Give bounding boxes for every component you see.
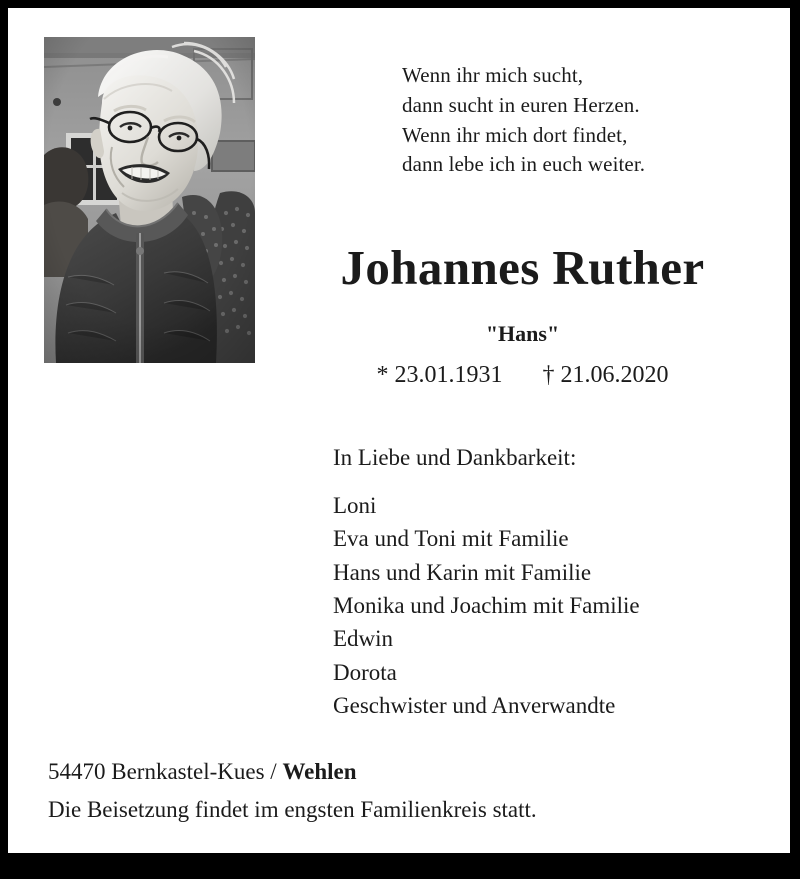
asterisk-birth-icon: * <box>376 362 389 388</box>
survivor-item: Dorota <box>333 659 397 685</box>
birth-date: 23.01.1931 <box>394 362 503 388</box>
poem-line-4: dann lebe ich in euch weiter. <box>402 152 646 177</box>
life-dates <box>255 362 790 389</box>
survivor-item: Loni <box>333 493 377 518</box>
deceased-name: Johannes Ruther <box>340 240 705 295</box>
survivor-item: Hans und Karin mit Familie <box>333 559 592 585</box>
burial-note: Die Beisetzung findet im engsten Familienkreis statt. <box>48 797 537 822</box>
location-prefix: 54470 Bernkastel-Kues / <box>48 759 283 784</box>
survivor-item: Geschwister und Anverwandte <box>333 693 616 719</box>
poem-line-2: dann sucht in euren Herzen. <box>402 92 640 117</box>
survivor-item: Monika und Joachim mit Familie <box>333 593 640 619</box>
notice-page <box>8 8 790 853</box>
poem-line-1: Wenn ihr mich sucht, <box>402 63 584 87</box>
cross-death-icon: † <box>542 362 555 388</box>
death-date: 21.06.2020 <box>560 362 669 388</box>
survivor-item: Eva und Toni mit Familie <box>333 526 569 552</box>
poem-line-3: Wenn ihr mich dort findet, <box>402 122 628 147</box>
deceased-nickname: "Hans" <box>485 321 560 346</box>
memorial-poem <box>402 61 762 180</box>
portrait-photo-image <box>44 37 255 363</box>
location-line <box>48 759 357 785</box>
birth-date-group <box>377 362 503 388</box>
death-date-group <box>543 362 669 388</box>
survivor-item: Edwin <box>333 626 394 652</box>
survivors-list <box>333 489 640 722</box>
dedication-line: In Liebe und Dankbarkeit: <box>333 445 577 470</box>
portrait-photo <box>44 37 255 363</box>
location-district: Wehlen <box>282 759 357 784</box>
